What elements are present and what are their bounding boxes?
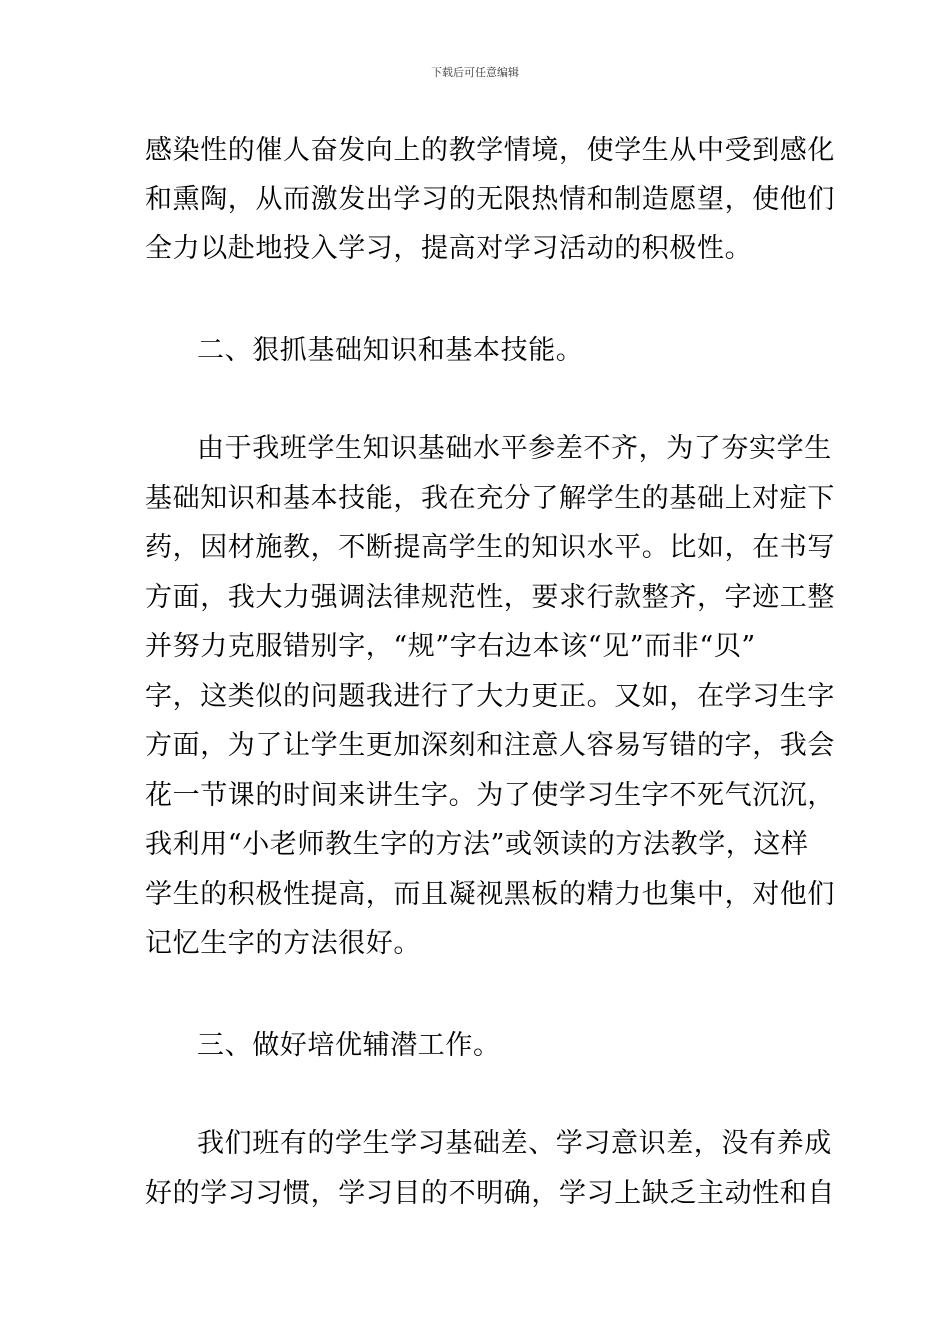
body-line: 基础知识和基本技能，我在充分了解学生的基础上对症下 xyxy=(145,483,835,514)
body-line: 和熏陶，从而激发出学习的无限热情和制造愿望，使他们 xyxy=(145,184,835,215)
body-line: 全力以赴地投入学习，提高对学习活动的积极性。 xyxy=(145,233,753,264)
body-line: 好的学习习惯，学习目的不明确，学习上缺乏主动性和自 xyxy=(145,1178,835,1209)
body-line: 方面，为了让学生更加深刻和注意人容易写错的字，我会 xyxy=(145,730,835,761)
section-heading: 三、做好培优辅潜工作。 xyxy=(197,1030,501,1061)
body-line: 感染性的催人奋发向上的教学情境，使学生从中受到感化 xyxy=(145,135,835,166)
page-header: 下载后可任意编辑 xyxy=(431,66,519,79)
body-line: 学生的积极性提高，而且凝视黑板的精力也集中，对他们 xyxy=(145,879,835,910)
body-line: 字，这类似的问题我进行了大力更正。又如，在学习生字 xyxy=(145,681,835,712)
section-heading: 二、狠抓基础知识和基本技能。 xyxy=(197,335,584,366)
body-line: 方面，我大力强调法律规范性，要求行款整齐，字迹工整 xyxy=(145,582,835,613)
body-line: 我们班有的学生学习基础差、学习意识差，没有养成 xyxy=(197,1128,832,1159)
body-line: 花一节课的时间来讲生字。为了使学习生字不死气沉沉， xyxy=(145,780,835,811)
body-line: 记忆生字的方法很好。 xyxy=(145,928,421,959)
body-line: 由于我班学生知识基础水平参差不齐，为了夯实学生 xyxy=(197,433,832,464)
body-line: 并努力克服错别字，“规”字右边本该“见”而非“贝” xyxy=(145,631,756,662)
body-line: 我利用“小老师教生字的方法”或领读的方法教学，这样 xyxy=(145,829,809,860)
body-line: 药，因材施教，不断提高学生的知识水平。比如，在书写 xyxy=(145,532,835,563)
